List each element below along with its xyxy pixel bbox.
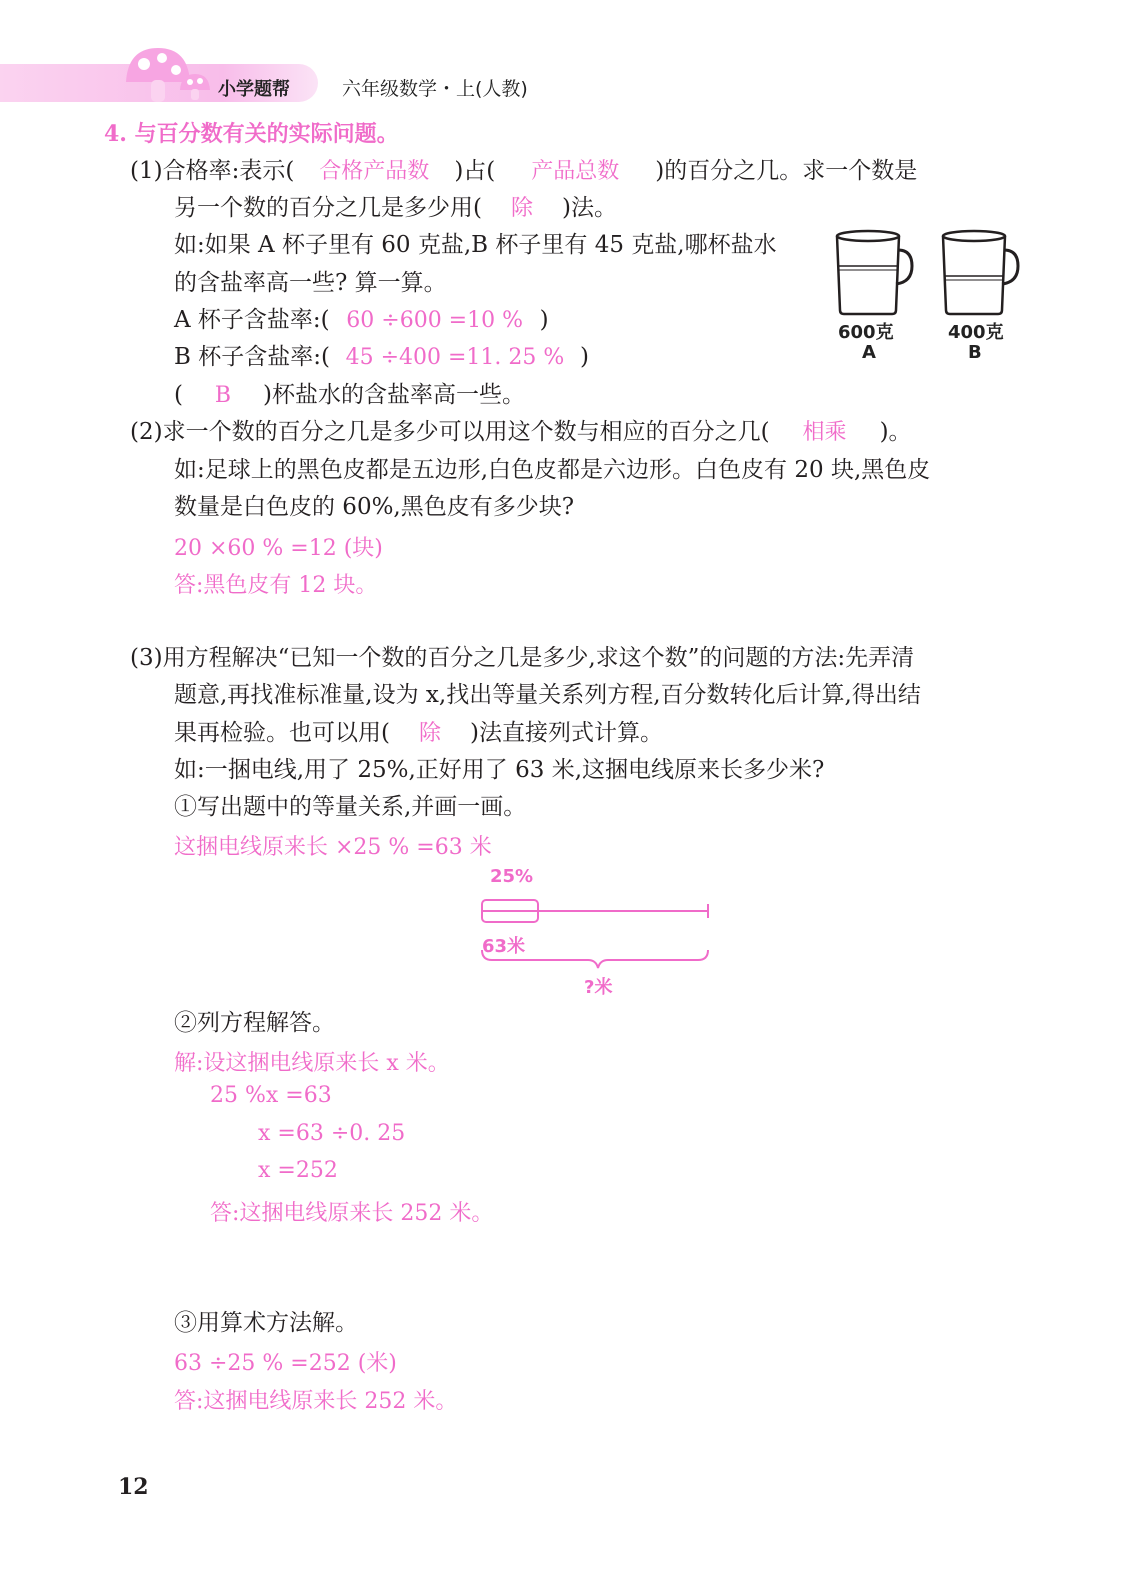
part2-example-line1: 如:足球上的黑色皮都是五边形,白色皮都是六边形。白色皮有 20 块,黑色皮	[174, 457, 931, 483]
equation-line3: x =252	[258, 1158, 338, 1183]
cup-a-weight: 600克	[838, 322, 894, 343]
cup-a-icon	[832, 228, 916, 318]
answer-multiply: 相乘	[802, 420, 847, 445]
part2-solution: 20 ×60 % =12 (块)	[174, 536, 383, 561]
equation-setup: 解:设这捆电线原来长 x 米。	[174, 1051, 450, 1076]
answer-divide-2: 除	[418, 721, 441, 746]
part2-line1: (2)求一个数的百分之几是多少可以用这个数与相应的百分之几( 相乘 )。	[130, 417, 912, 448]
cup-b-label: B	[968, 342, 982, 363]
part1-line1: (1)合格率:表示( 合格产品数 )占( 产品总数 )的百分之几。求一个数是	[130, 156, 917, 187]
small-mushroom-icon	[178, 72, 212, 102]
equation-answer: 答:这捆电线原来长 252 米。	[210, 1201, 494, 1226]
cup-a-label: A	[862, 342, 876, 363]
page-number: 12	[118, 1474, 149, 1500]
part3-line3: 果再检验。也可以用( 除 )法直接列式计算。	[174, 718, 663, 749]
arithmetic-solution: 63 ÷25 % =252 (米)	[174, 1351, 397, 1376]
step3-label: ③用算术方法解。	[174, 1310, 358, 1336]
part3-line1: (3)用方程解决“已知一个数的百分之几是多少,求这个数”的问题的方法:先弄清	[130, 645, 915, 671]
series-name: 小学题帮	[218, 79, 290, 100]
part3-example: 如:一捆电线,用了 25%,正好用了 63 米,这捆电线原来长多少米?	[174, 757, 825, 783]
step2-label: ②列方程解答。	[174, 1010, 335, 1036]
section-title: 4. 与百分数有关的实际问题。	[104, 121, 399, 147]
part2-example-line2: 数量是白色皮的 60%,黑色皮有多少块?	[174, 494, 575, 520]
diagram-part-label: 63米	[482, 936, 526, 957]
cup-b-weight: 400克	[948, 322, 1004, 343]
part1-example-line2: 的含盐率高一些? 算一算。	[174, 270, 447, 296]
part1-example-line1: 如:如果 A 杯子里有 60 克盐,B 杯子里有 45 克盐,哪杯盐水	[174, 232, 777, 258]
relation-answer: 这捆电线原来长 ×25 % =63 米	[174, 835, 492, 860]
part2-answer: 答:黑色皮有 12 块。	[174, 573, 378, 598]
answer-total: 产品总数	[531, 159, 620, 184]
higher-answer: B	[214, 383, 232, 408]
a-rate-answer: 60 ÷600 =10 %	[346, 308, 524, 333]
diagram-whole-label: ?米	[584, 977, 613, 998]
answer-divide: 除	[510, 196, 533, 221]
step1-label: ①写出题中的等量关系,并画一画。	[174, 794, 527, 820]
arithmetic-answer: 答:这捆电线原来长 252 米。	[174, 1389, 458, 1414]
higher-line: ( B )杯盐水的含盐率高一些。	[174, 380, 525, 411]
b-rate-line: B 杯子含盐率:( 45 ÷400 =11. 25 % )	[174, 342, 589, 373]
segment-diagram	[476, 890, 716, 970]
equation-line1: 25 %x =63	[210, 1083, 332, 1108]
cup-b-icon	[938, 228, 1022, 318]
part3-line2: 题意,再找准标准量,设为 x,找出等量关系列方程,百分数转化后计算,得出结	[174, 682, 921, 708]
book-title: 六年级数学・上(人教)	[342, 78, 528, 100]
b-rate-answer: 45 ÷400 =11. 25 %	[345, 345, 565, 370]
diagram-percent-label: 25%	[490, 866, 534, 887]
equation-line2: x =63 ÷0. 25	[258, 1121, 406, 1146]
a-rate-line: A 杯子含盐率:( 60 ÷600 =10 % )	[174, 305, 549, 336]
answer-qualified: 合格产品数	[319, 159, 430, 184]
part1-line2: 另一个数的百分之几是多少用( 除 )法。	[174, 193, 617, 224]
